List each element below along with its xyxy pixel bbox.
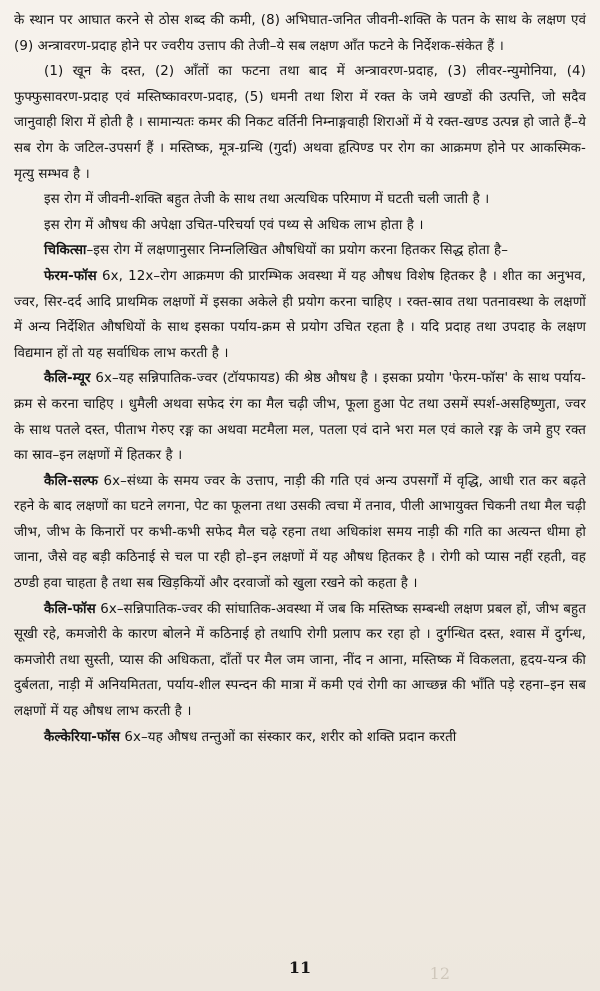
kali-sulph-text: 6x–संध्या के समय ज्वर के उत्ताप, नाड़ी की गति एवं अन्य उपसर्गों में वृद्धि, आधी रात कर बढ़ते रहने के बाद लक्षणों का घटने लगना, पेट का फूलना तथा उसकी त्वचा में तनाव, पीली आभायुक्त चिकनी तथा मैल चढ़ी जीभ, जीभ के किनारों पर कभी-कभी सफेद मैल चढ़े रहना तथा अधिकांश समय नाड़ी की गति का अत्यन्त धीमा हो जाना, जैसे वह बड़ी कठिनाई से चल पा रही हो–इन लक्षणों में यह औषध हितकर है । रोगी को प्यास नहीं रहती, वह ठण्डी हवा चाहता है तथा सब खिड़कियों और दरवाजों को खुला रखने को कहता है । — [14, 473, 586, 592]
bleed-through-page-number: 12 — [429, 964, 450, 983]
paragraph-calcarea-phos — [14, 725, 586, 751]
kali-phos-text: 6x–सन्निपातिक-ज्वर की सांघातिक-अवस्था में जब कि मस्तिष्क सम्बन्धी लक्षण प्रबल हों, जीभ बहुत सूखी रहे, कमजोरी के कारण बोलने में कठिनाई हो तथापि रोगी प्रलाप कर रहा हो । दुर्गन्धित दस्त, श्वास में दुर्गन्ध, कमजोरी तथा सुस्ती, प्यास की अधिकता, दाँतों पर मैल जम जाना, नींद न आना, मस्तिष्क में विकलता, हृदय-यन्त्र की दुर्बलता, नाड़ी में अनियमितता, पर्याय-शील स्पन्दन की मात्रा में कमी एवं रोगी का आच्छन्न की भाँति पड़े रहना–इन सब लक्षणों में यह औषध लाभ करती है । — [14, 601, 586, 720]
treatment-text: –इस रोग में लक्षणानुसार निम्नलिखित औषधियों का प्रयोग करना हितकर सिद्ध होता है– — [86, 243, 509, 259]
calcarea-phos-text: 6x–यह औषध तन्तुओं का संस्कार कर, शरीर को शक्ति प्रदान करती — [120, 729, 457, 745]
paragraph-vitality: इस रोग में जीवनी-शक्ति बहुत तेजी के साथ तथा अत्यधिक परिमाण में घटती चली जाती है । — [44, 192, 490, 208]
kali-phos-heading: कैलि-फॉस — [44, 601, 96, 617]
paragraph-treatment — [14, 238, 586, 264]
paragraph-kali-phos — [14, 597, 586, 725]
page-number: 11 — [288, 958, 312, 977]
paragraph-kali-sulph — [14, 469, 586, 597]
kali-mur-text: 6x–यह सन्निपातिक-ज्वर (टॉयफायड) की श्रेष्ठ औषध है । इसका प्रयोग 'फेरम-फॉस' के साथ पर्याय-क्रम से करना चाहिए । धुमैली अथवा सफेद रंग का मैल चढ़ी जीभ, फूला हुआ पेट तथा उसमें स्पर्श-असहिष्णुता, ज्वर के साथ पतले दस्त, पीताभ गेरुए रङ्ग का अथवा मटमैला मल, पतला एवं दाने भरा मल एवं काले रङ्ग के जमे हुए रक्त का स्राव–इन लक्षणों में हितकर है । — [14, 371, 586, 464]
kali-sulph-heading: कैलि-सल्फ — [44, 473, 99, 489]
paragraph-continued: के स्थान पर आघात करने से ठोस शब्द की कमी, (8) अभिघात-जनित जीवनी-शक्ति के पतन के साथ के लक्षण एवं (9) अन्त्रावरण-प्रदाह होने पर ज्वरीय उत्ताप की तेजी–ये सब लक्षण आँत फटने के निर्देशक-संकेत हैं । — [14, 13, 586, 54]
calcarea-phos-heading: कैल्केरिया-फॉस — [44, 729, 120, 745]
kali-mur-heading: कैलि-म्यूर — [44, 371, 91, 387]
ferrum-phos-heading: फेरम-फॉस — [44, 268, 97, 284]
treatment-heading: चिकित्सा — [44, 243, 87, 259]
paragraph-ferrum-phos — [14, 264, 586, 366]
paragraph-care: इस रोग में औषध की अपेक्षा उचित-परिचर्या एवं पथ्य से अधिक लाभ होता है । — [44, 217, 424, 233]
ferrum-phos-text: 6x, 12x–रोग आक्रमण की प्रारम्भिक अवस्था में यह औषध विशेष हितकर है । शीत का अनुभव, ज्वर, सिर-दर्द आदि प्राथमिक लक्षणों में इसका अकेले ही प्रयोग करना चाहिए । रक्त-स्राव तथा पतनावस्था के लक्षणों में अन्य निर्देशित औषधियों के साथ इसका पर्याय-क्रम से प्रयोग उचित रहता है । यदि प्रदाह तथा उपदाह के लक्षण विद्यमान हों तो यह सर्वाधिक लाभ करती है । — [14, 268, 586, 361]
paragraph-complications: (1) खून के दस्त, (2) आँतों का फटना तथा बाद में अन्त्रावरण-प्रदाह, (3) लीवर-न्युमोनिया, (4) फुफ्फुसावरण-प्रदाह एवं मस्तिष्कावरण-प्रदाह, (5) धमनी तथा शिरा में रक्त के जमे खण्डों की उत्पत्ति, जो सदैव जानुवाही शिरा में होती है । सामान्यतः कमर की निकट वर्तिनी निम्नाङ्गवाही शिराओं में ये रक्त-खण्ड उत्पन्न हो जाते हैं–ये सब रोग के जटिल-उपसर्ग हैं । मस्तिष्क, मूत्र-ग्रन्थि (गुर्दा) अथवा हृत्पिण्ड पर रोग का आक्रमण होने पर आकस्मिक-मृत्यु सम्भव है । — [14, 64, 586, 182]
paragraph-kali-mur — [14, 366, 586, 468]
